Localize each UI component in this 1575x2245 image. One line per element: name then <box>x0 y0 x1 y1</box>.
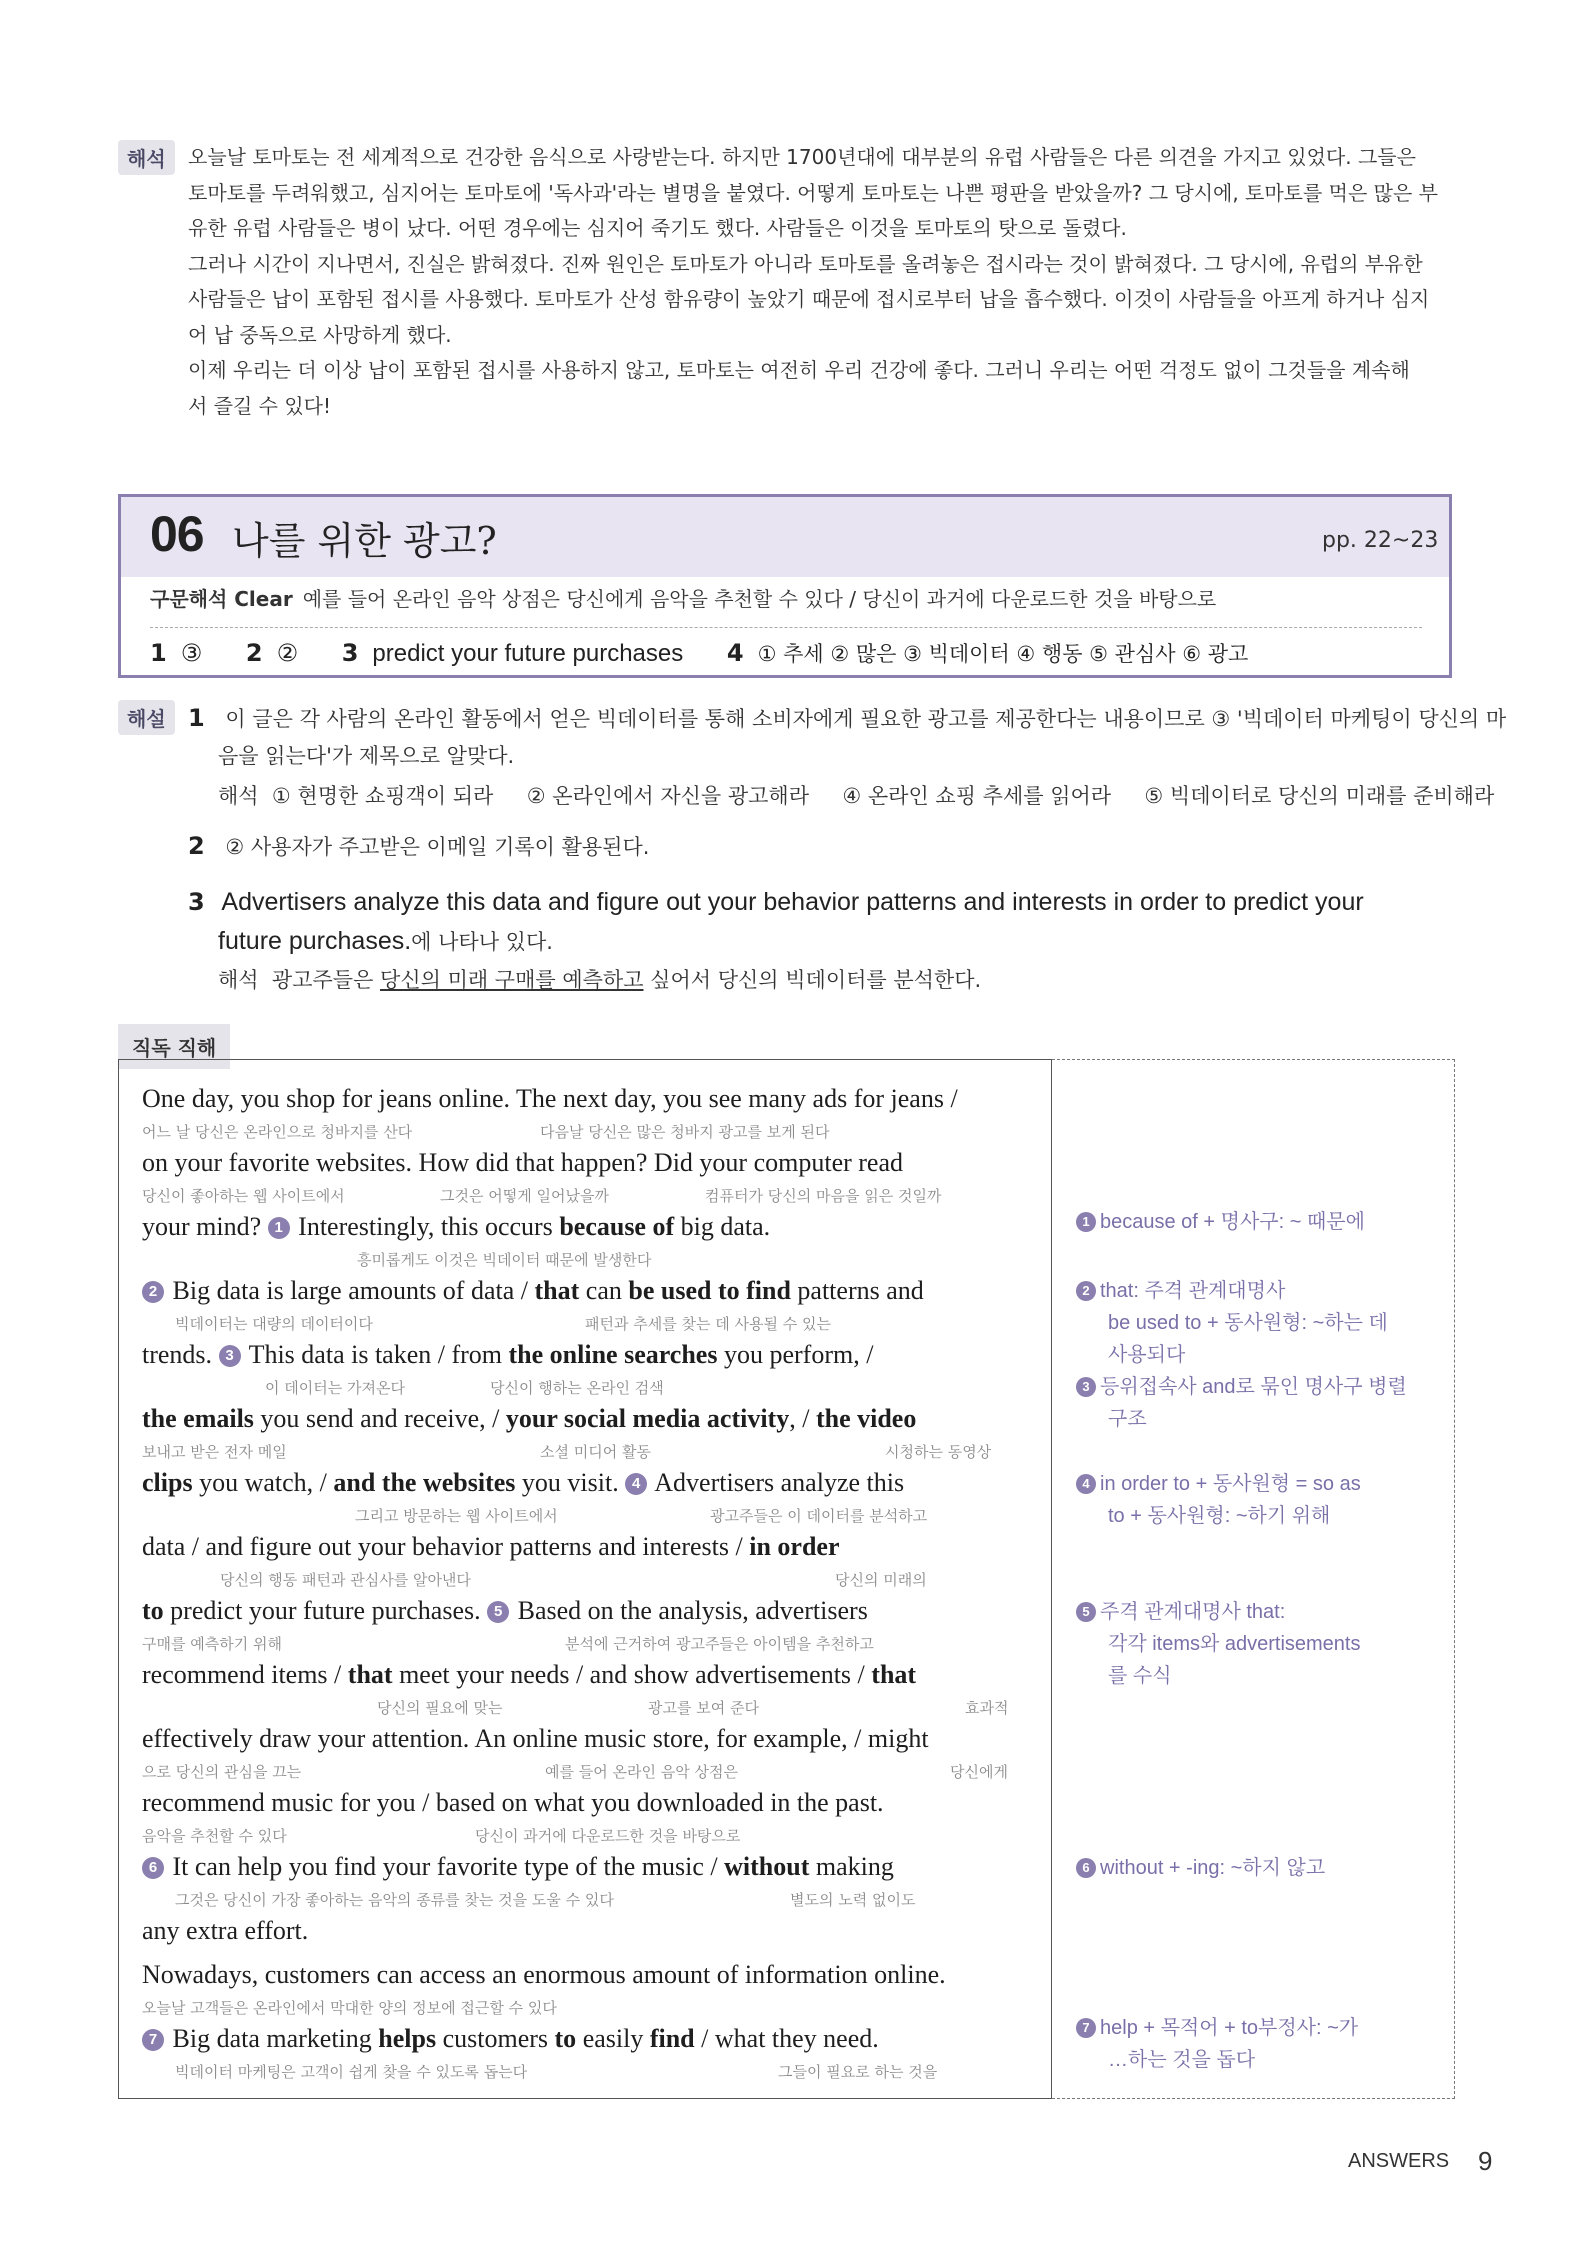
note-number-badge: 6 <box>1076 1858 1096 1878</box>
text: customers <box>436 2024 555 2053</box>
answer-value: ② <box>276 639 299 667</box>
answer-value: predict your future purchases <box>372 640 684 667</box>
sub-text: 해석 광고주들은 <box>218 968 381 992</box>
reading-line <box>142 1468 904 1498</box>
text: you visit. <box>515 1468 626 1497</box>
explanation-2 <box>188 828 649 865</box>
translation-line: 사람들은 납이 포함된 접시를 사용했다. 토마토가 산성 함유량이 높았기 때문에 접시로부터 납을 흡수했다. 이것이 사람들을 아프게 하거나 심지 <box>188 287 1430 311</box>
note-text: 등위접속사 and로 묶인 명사구 병렬 <box>1100 1376 1407 1398</box>
explanation-text: 음을 읽는다'가 제목으로 알맞다. <box>218 744 515 768</box>
reading-line: recommend music for you / based on what you downloaded in the past. <box>142 1788 884 1817</box>
text: It can help you find your favorite type of the music / <box>172 1852 725 1881</box>
note-text: that: 주격 관계대명사 <box>1100 1280 1286 1302</box>
key-phrase: find <box>649 2024 695 2053</box>
sentence-number-badge: 4 <box>625 1473 647 1495</box>
explanation-text: 에 나타나 있다. <box>411 930 553 954</box>
korean-gloss: 그리고 방문하는 웹 사이트에서 <box>355 1507 558 1525</box>
korean-gloss: 당신이 과거에 다운로드한 것을 바탕으로 <box>475 1827 741 1845</box>
grammar-note-3 <box>1076 1371 1407 1435</box>
text: , / <box>789 1404 816 1433</box>
sentence-number-badge: 6 <box>142 1857 164 1879</box>
korean-gloss: 소셜 미디어 활동 <box>540 1443 651 1461</box>
key-phrase: in order <box>749 1532 840 1561</box>
korean-gloss: 구매를 예측하기 위해 <box>142 1635 282 1653</box>
korean-gloss: 다음날 당신은 많은 청바지 광고를 보게 된다 <box>540 1123 830 1141</box>
text: recommend items / <box>142 1660 348 1689</box>
text: big data. <box>674 1212 771 1241</box>
text: meet your needs / and show advertisements / <box>392 1660 872 1689</box>
key-phrase: that <box>534 1276 580 1305</box>
note-number-badge: 3 <box>1076 1377 1096 1397</box>
reading-line <box>142 1276 924 1306</box>
translation-tag: 해석 <box>118 140 175 175</box>
key-phrase: be used to find <box>628 1276 791 1305</box>
note-number-badge: 7 <box>1076 2018 1096 2038</box>
note-text: 를 수식 <box>1108 1665 1172 1687</box>
korean-gloss: 광고주들은 이 데이터를 분석하고 <box>710 1507 928 1525</box>
sentence-number-badge: 2 <box>142 1281 164 1303</box>
answer-number: 1 <box>150 639 167 667</box>
text: This data is taken / from <box>248 1340 509 1369</box>
reading-line: One day, you shop for jeans online. The next day, you see many ads for jeans / <box>142 1084 958 1113</box>
key-phrase: the video <box>815 1404 917 1433</box>
korean-gloss: 그것은 어떻게 일어났을까 <box>440 1187 609 1205</box>
text: Big data marketing <box>172 2024 379 2053</box>
note-text: without + -ing: ~하지 않고 <box>1100 1857 1326 1879</box>
korean-gloss: 광고를 보여 준다 <box>648 1699 759 1717</box>
explanation-3-cont <box>218 923 553 960</box>
text: you perform, / <box>717 1340 874 1369</box>
korean-gloss: 빅데이터 마케팅은 고객이 쉽게 찾을 수 있도록 돕는다 <box>175 2063 528 2081</box>
explanation-number: 2 <box>188 832 205 860</box>
divider <box>150 627 1422 628</box>
text: Interestingly, this occurs <box>298 1212 560 1241</box>
text: Advertisers analyze this <box>654 1468 905 1497</box>
text: making <box>809 1852 894 1881</box>
gumun-clear <box>150 583 1216 612</box>
note-number-badge: 1 <box>1076 1212 1096 1232</box>
reading-line <box>142 1340 873 1370</box>
explanation-1 <box>188 700 1506 737</box>
sub-text: 싶어서 당신의 빅데이터를 분석한다. <box>643 968 982 992</box>
korean-gloss: 당신이 좋아하는 웹 사이트에서 <box>142 1187 345 1205</box>
reading-line <box>142 1532 839 1562</box>
korean-gloss: 그것은 당신이 가장 좋아하는 음악의 종류를 찾는 것을 도울 수 있다 <box>175 1891 614 1909</box>
korean-gloss: 별도의 노력 없이도 <box>790 1891 916 1909</box>
sentence-number-badge: 3 <box>219 1345 241 1367</box>
reading-line <box>142 1660 916 1690</box>
korean-gloss: 그들이 필요로 하는 것을 <box>778 2063 938 2081</box>
text: can <box>579 1276 629 1305</box>
korean-gloss: 음악을 추천할 수 있다 <box>142 1827 287 1845</box>
reading-line <box>142 1596 868 1626</box>
reading-line <box>142 1404 916 1434</box>
korean-gloss: 으로 당신의 관심을 끄는 <box>142 1763 302 1781</box>
korean-gloss: 오늘날 고객들은 온라인에서 막대한 양의 정보에 접근할 수 있다 <box>142 1999 557 2017</box>
note-text: 각각 items와 advertisements <box>1108 1633 1361 1655</box>
translation-line: 오늘날 토마토는 전 세계적으로 건강한 음식으로 사랑받는다. 하지만 1700년대에 대부분의 유럽 사람들은 다른 의견을 가지고 있었다. 그들은 <box>188 145 1416 169</box>
answer-number: 4 <box>726 639 744 667</box>
key-phrase: clips <box>142 1468 193 1497</box>
note-text: to + 동사원형: ~하기 위해 <box>1108 1505 1331 1527</box>
reading-line <box>142 1852 894 1882</box>
text: your mind? <box>142 1212 268 1241</box>
page-number: 9 <box>1478 2146 1493 2176</box>
key-phrase: your social media activity <box>505 1404 790 1433</box>
key-phrase: the online searches <box>508 1340 718 1369</box>
key-phrase: helps <box>378 2024 437 2053</box>
reading-line: Nowadays, customers can access an enormous amount of information online. <box>142 1960 946 1989</box>
explanation-number: 3 <box>188 888 205 916</box>
note-number-badge: 2 <box>1076 1281 1096 1301</box>
text: patterns and <box>790 1276 924 1305</box>
note-text: 구조 <box>1108 1408 1147 1430</box>
unit-title: 나를 위한 광고? <box>232 519 497 563</box>
korean-gloss: 효과적 <box>965 1699 1009 1717</box>
korean-gloss: 패턴과 추세를 찾는 데 사용될 수 있는 <box>585 1315 831 1333</box>
explanation-text: Advertisers analyze this data and figure out your behavior patterns and interests in order to predict your <box>221 888 1364 916</box>
explanation-3-sub <box>218 962 981 998</box>
text: / what they need. <box>694 2024 879 2053</box>
note-text: help + 목적어 + to부정사: ~가 <box>1100 2017 1359 2039</box>
key-phrase: the emails <box>142 1404 254 1433</box>
translation-line: 그러나 시간이 지나면서, 진실은 밝혀졌다. 진짜 원인은 토마토가 아니라 토마토를 올려놓은 접시라는 것이 밝혀졌다. 그 당시에, 유럽의 부유한 <box>188 251 1423 276</box>
explanation-3 <box>188 884 1364 921</box>
text: trends. <box>142 1340 219 1369</box>
korean-gloss: 흥미롭게도 이것은 빅데이터 때문에 발생한다 <box>357 1251 652 1269</box>
text: you watch, / <box>192 1468 334 1497</box>
grammar-note-7 <box>1076 2012 1358 2076</box>
sentence-number-badge: 5 <box>487 1601 509 1623</box>
explanation-text: ② 사용자가 주고받은 이메일 기록이 활용된다. <box>225 835 650 859</box>
korean-gloss: 어느 날 당신은 온라인으로 청바지를 산다 <box>142 1123 413 1141</box>
korean-gloss: 빅데이터는 대량의 데이터이다 <box>175 1315 373 1333</box>
translation-line: 이제 우리는 더 이상 납이 포함된 접시를 사용하지 않고, 토마토는 여전히 우리 건강에 좋다. 그러니 우리는 어떤 걱정도 없이 그것들을 계속해 <box>188 358 1410 382</box>
korean-gloss: 당신의 행동 패턴과 관심사를 알아낸다 <box>220 1571 471 1589</box>
key-phrase: that <box>871 1660 917 1689</box>
translation-line: 어 납 중독으로 사망하게 했다. <box>188 322 452 347</box>
korean-gloss: 당신이 행하는 온라인 검색 <box>490 1379 664 1397</box>
translation-line: 유한 유럽 사람들은 병이 났다. 어떤 경우에는 심지어 죽기도 했다. 사람들은 이것을 토마토의 탓으로 돌렸다. <box>188 216 1127 240</box>
note-number-badge: 5 <box>1076 1602 1096 1622</box>
page-range: pp. 22~23 <box>1322 528 1439 553</box>
sentence-number-badge: 1 <box>268 1217 290 1239</box>
text: Based on the analysis, advertisers <box>517 1596 868 1625</box>
translation-line: 서 즐길 수 있다! <box>188 393 332 418</box>
note-text: in order to + 동사원형 = so as <box>1100 1473 1361 1495</box>
answer-number: 3 <box>341 639 359 667</box>
explanation-sub: 해석 ① 현명한 쇼핑객이 되라 ② 온라인에서 자신을 광고해라 ④ 온라인 쇼핑 추세를 읽어라 ⑤ 빅데이터로 당신의 미래를 준비해라 <box>218 784 1495 808</box>
unit-number: 06 <box>150 506 204 562</box>
key-phrase: because of <box>559 1212 675 1241</box>
footer-label: ANSWERS <box>1348 2150 1450 2172</box>
grammar-note-2 <box>1076 1275 1388 1371</box>
korean-gloss: 당신의 필요에 맞는 <box>377 1699 503 1717</box>
korean-gloss: 컴퓨터가 당신의 마음을 읽은 것일까 <box>705 1187 942 1205</box>
reading-line <box>142 1212 770 1242</box>
text: Big data is large amounts of data / <box>172 1276 535 1305</box>
note-number-badge: 4 <box>1076 1474 1096 1494</box>
reading-line <box>142 2024 879 2054</box>
grammar-note-5 <box>1076 1596 1360 1692</box>
grammar-note-4 <box>1076 1468 1361 1532</box>
answer-key <box>150 638 1248 668</box>
reading-line: any extra effort. <box>142 1916 309 1945</box>
reading-tag: 직독 직해 <box>118 1024 230 1069</box>
key-phrase: to <box>142 1596 164 1625</box>
explanation-text: 이 글은 각 사람의 온라인 활동에서 얻은 빅데이터를 통해 소비자에게 필요한 광고를 제공한다는 내용이므로 ③ '빅데이터 마케팅이 당신의 마 <box>225 707 1507 731</box>
answer-number: 2 <box>245 639 263 667</box>
answer-value: ③ <box>180 639 203 667</box>
korean-gloss: 당신의 미래의 <box>835 1571 927 1589</box>
text: data / and figure out your behavior patterns and interests / <box>142 1532 750 1561</box>
key-phrase: to <box>554 2024 577 2053</box>
text: predict your future purchases. <box>163 1596 488 1625</box>
sentence-number-badge: 7 <box>142 2029 164 2051</box>
korean-gloss: 시청하는 동영상 <box>885 1443 992 1461</box>
note-text: …하는 것을 돕다 <box>1108 2049 1256 2071</box>
korean-gloss: 분석에 근거하여 광고주들은 아이템을 추천하고 <box>565 1635 874 1653</box>
grammar-note-6 <box>1076 1852 1325 1884</box>
reading-line: on your favorite websites. How did that happen? Did your computer read <box>142 1148 904 1177</box>
translation-line: 토마토를 두려워했고, 심지어는 토마토에 '독사과'라는 별명을 붙였다. 어떻게 토마토는 나쁜 평판을 받았을까? 그 당시에, 토마토를 먹은 많은 부 <box>188 180 1438 205</box>
explanation-number: 1 <box>188 704 205 732</box>
text: easily <box>576 2024 650 2053</box>
gumun-text: 예를 들어 온라인 음악 상점은 당신에게 음악을 추천할 수 있다 / 당신이 과거에 다운로드한 것을 바탕으로 <box>302 587 1217 611</box>
gumun-label: 구문해석 Clear <box>150 587 293 611</box>
note-text: be used to + 동사원형: ~하는 데 <box>1108 1312 1388 1334</box>
tomato-translation <box>188 140 1460 424</box>
korean-gloss: 당신에게 <box>950 1763 1008 1781</box>
explanation-text: future purchases. <box>218 927 412 955</box>
korean-gloss: 보내고 받은 전자 메일 <box>142 1443 287 1461</box>
note-text: 주격 관계대명사 that: <box>1100 1601 1286 1623</box>
underlined-text: 당신의 미래 구매를 예측하고 <box>380 968 644 992</box>
reading-line: effectively draw your attention. An online music store, for example, / might <box>142 1724 929 1753</box>
key-phrase: that <box>347 1660 393 1689</box>
key-phrase: and the websites <box>333 1468 516 1497</box>
key-phrase: without <box>724 1852 810 1881</box>
korean-gloss: 예를 들어 온라인 음악 상점은 <box>545 1763 738 1781</box>
note-text: 사용되다 <box>1108 1344 1186 1366</box>
text: you send and receive, / <box>253 1404 506 1433</box>
explanation-tag: 해설 <box>118 700 175 735</box>
korean-gloss: 이 데이터는 가져온다 <box>265 1379 405 1397</box>
note-text: because of + 명사구: ~ 때문에 <box>1100 1211 1365 1233</box>
grammar-note-1 <box>1076 1206 1365 1238</box>
answer-value: ① 추세 ② 많은 ③ 빅데이터 ④ 행동 ⑤ 관심사 ⑥ 광고 <box>757 642 1249 666</box>
